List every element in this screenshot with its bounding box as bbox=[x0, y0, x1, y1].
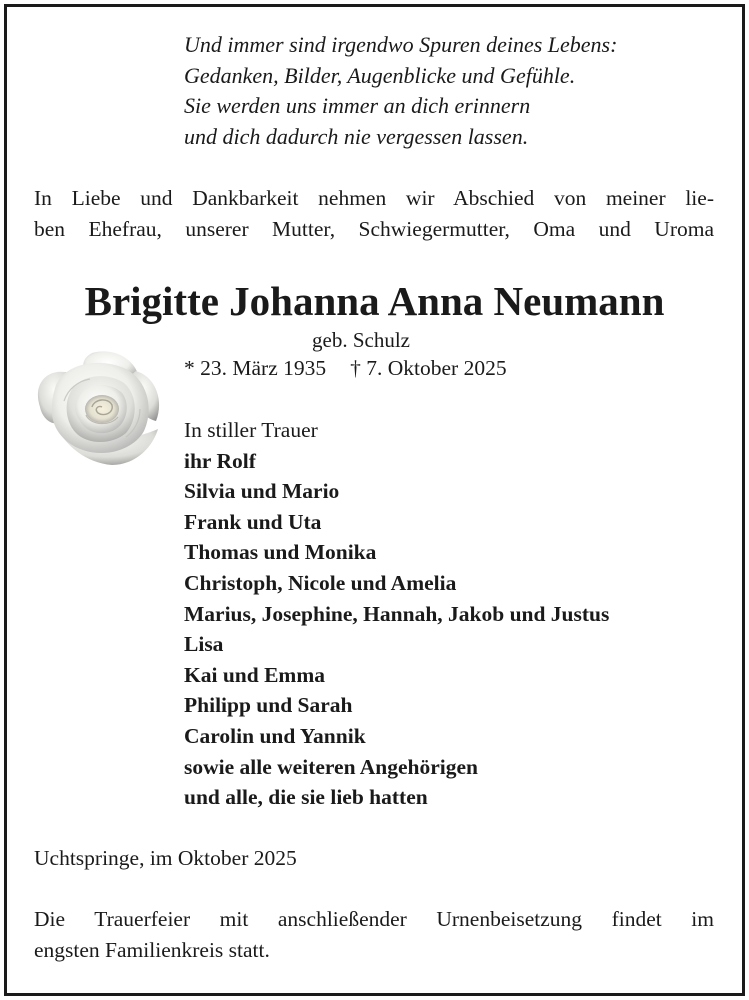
funeral-line: Die Trauerfeier mit anschließender Urnenbeisetzung findet im bbox=[34, 907, 714, 931]
white-rose-icon bbox=[30, 345, 165, 470]
mourner-name: Thomas und Monika bbox=[184, 540, 377, 565]
mourner-name: Lisa bbox=[184, 632, 224, 657]
poem-line: Sie werden uns immer an dich erinnern bbox=[184, 93, 531, 118]
mourner-name: sowie alle weiteren Angehörigen bbox=[184, 754, 478, 779]
poem-line: Und immer sind irgendwo Spuren deines Lebens: bbox=[184, 32, 618, 57]
mourner-name: Christoph, Nicole und Amelia bbox=[184, 570, 457, 595]
mourner-name: Philipp und Sarah bbox=[184, 693, 353, 718]
intro-line: In Liebe und Dankbarkeit nehmen wir Abschied von meiner lie- bbox=[34, 186, 714, 210]
mourner-name: und alle, die sie lieb hatten bbox=[184, 785, 428, 810]
poem-line: Gedanken, Bilder, Augenblicke und Gefühle. bbox=[184, 62, 576, 88]
life-dates bbox=[184, 354, 507, 382]
poem bbox=[184, 30, 617, 152]
death-date: † 7. Oktober 2025 bbox=[350, 356, 507, 380]
mourner-name: ihr Rolf bbox=[184, 448, 256, 473]
funeral-info bbox=[34, 904, 714, 965]
mourner-name: Kai und Emma bbox=[184, 662, 325, 687]
birth-date: * 23. März 1935 bbox=[184, 356, 327, 380]
place-date: Uchtspringe, im Oktober 2025 bbox=[34, 846, 297, 870]
funeral-line: engsten Familienkreis statt. bbox=[34, 937, 270, 962]
deceased-name: Brigitte Johanna Anna Neumann bbox=[84, 278, 665, 324]
mourners-list bbox=[184, 415, 609, 813]
poem-line: und dich dadurch nie vergessen lassen. bbox=[184, 123, 529, 149]
birth-name: geb. Schulz bbox=[312, 328, 410, 352]
mourner-name: Marius, Josephine, Hannah, Jakob und Justus bbox=[184, 601, 610, 626]
intro-line: ben Ehefrau, unserer Mutter, Schwiegermutter, Oma und Uroma bbox=[34, 216, 714, 241]
intro-text bbox=[34, 183, 714, 244]
mourning-heading: In stiller Trauer bbox=[184, 418, 318, 442]
mourner-name: Silvia und Mario bbox=[184, 479, 340, 504]
mourner-name: Carolin und Yannik bbox=[184, 723, 366, 748]
mourner-name: Frank und Uta bbox=[184, 509, 322, 534]
